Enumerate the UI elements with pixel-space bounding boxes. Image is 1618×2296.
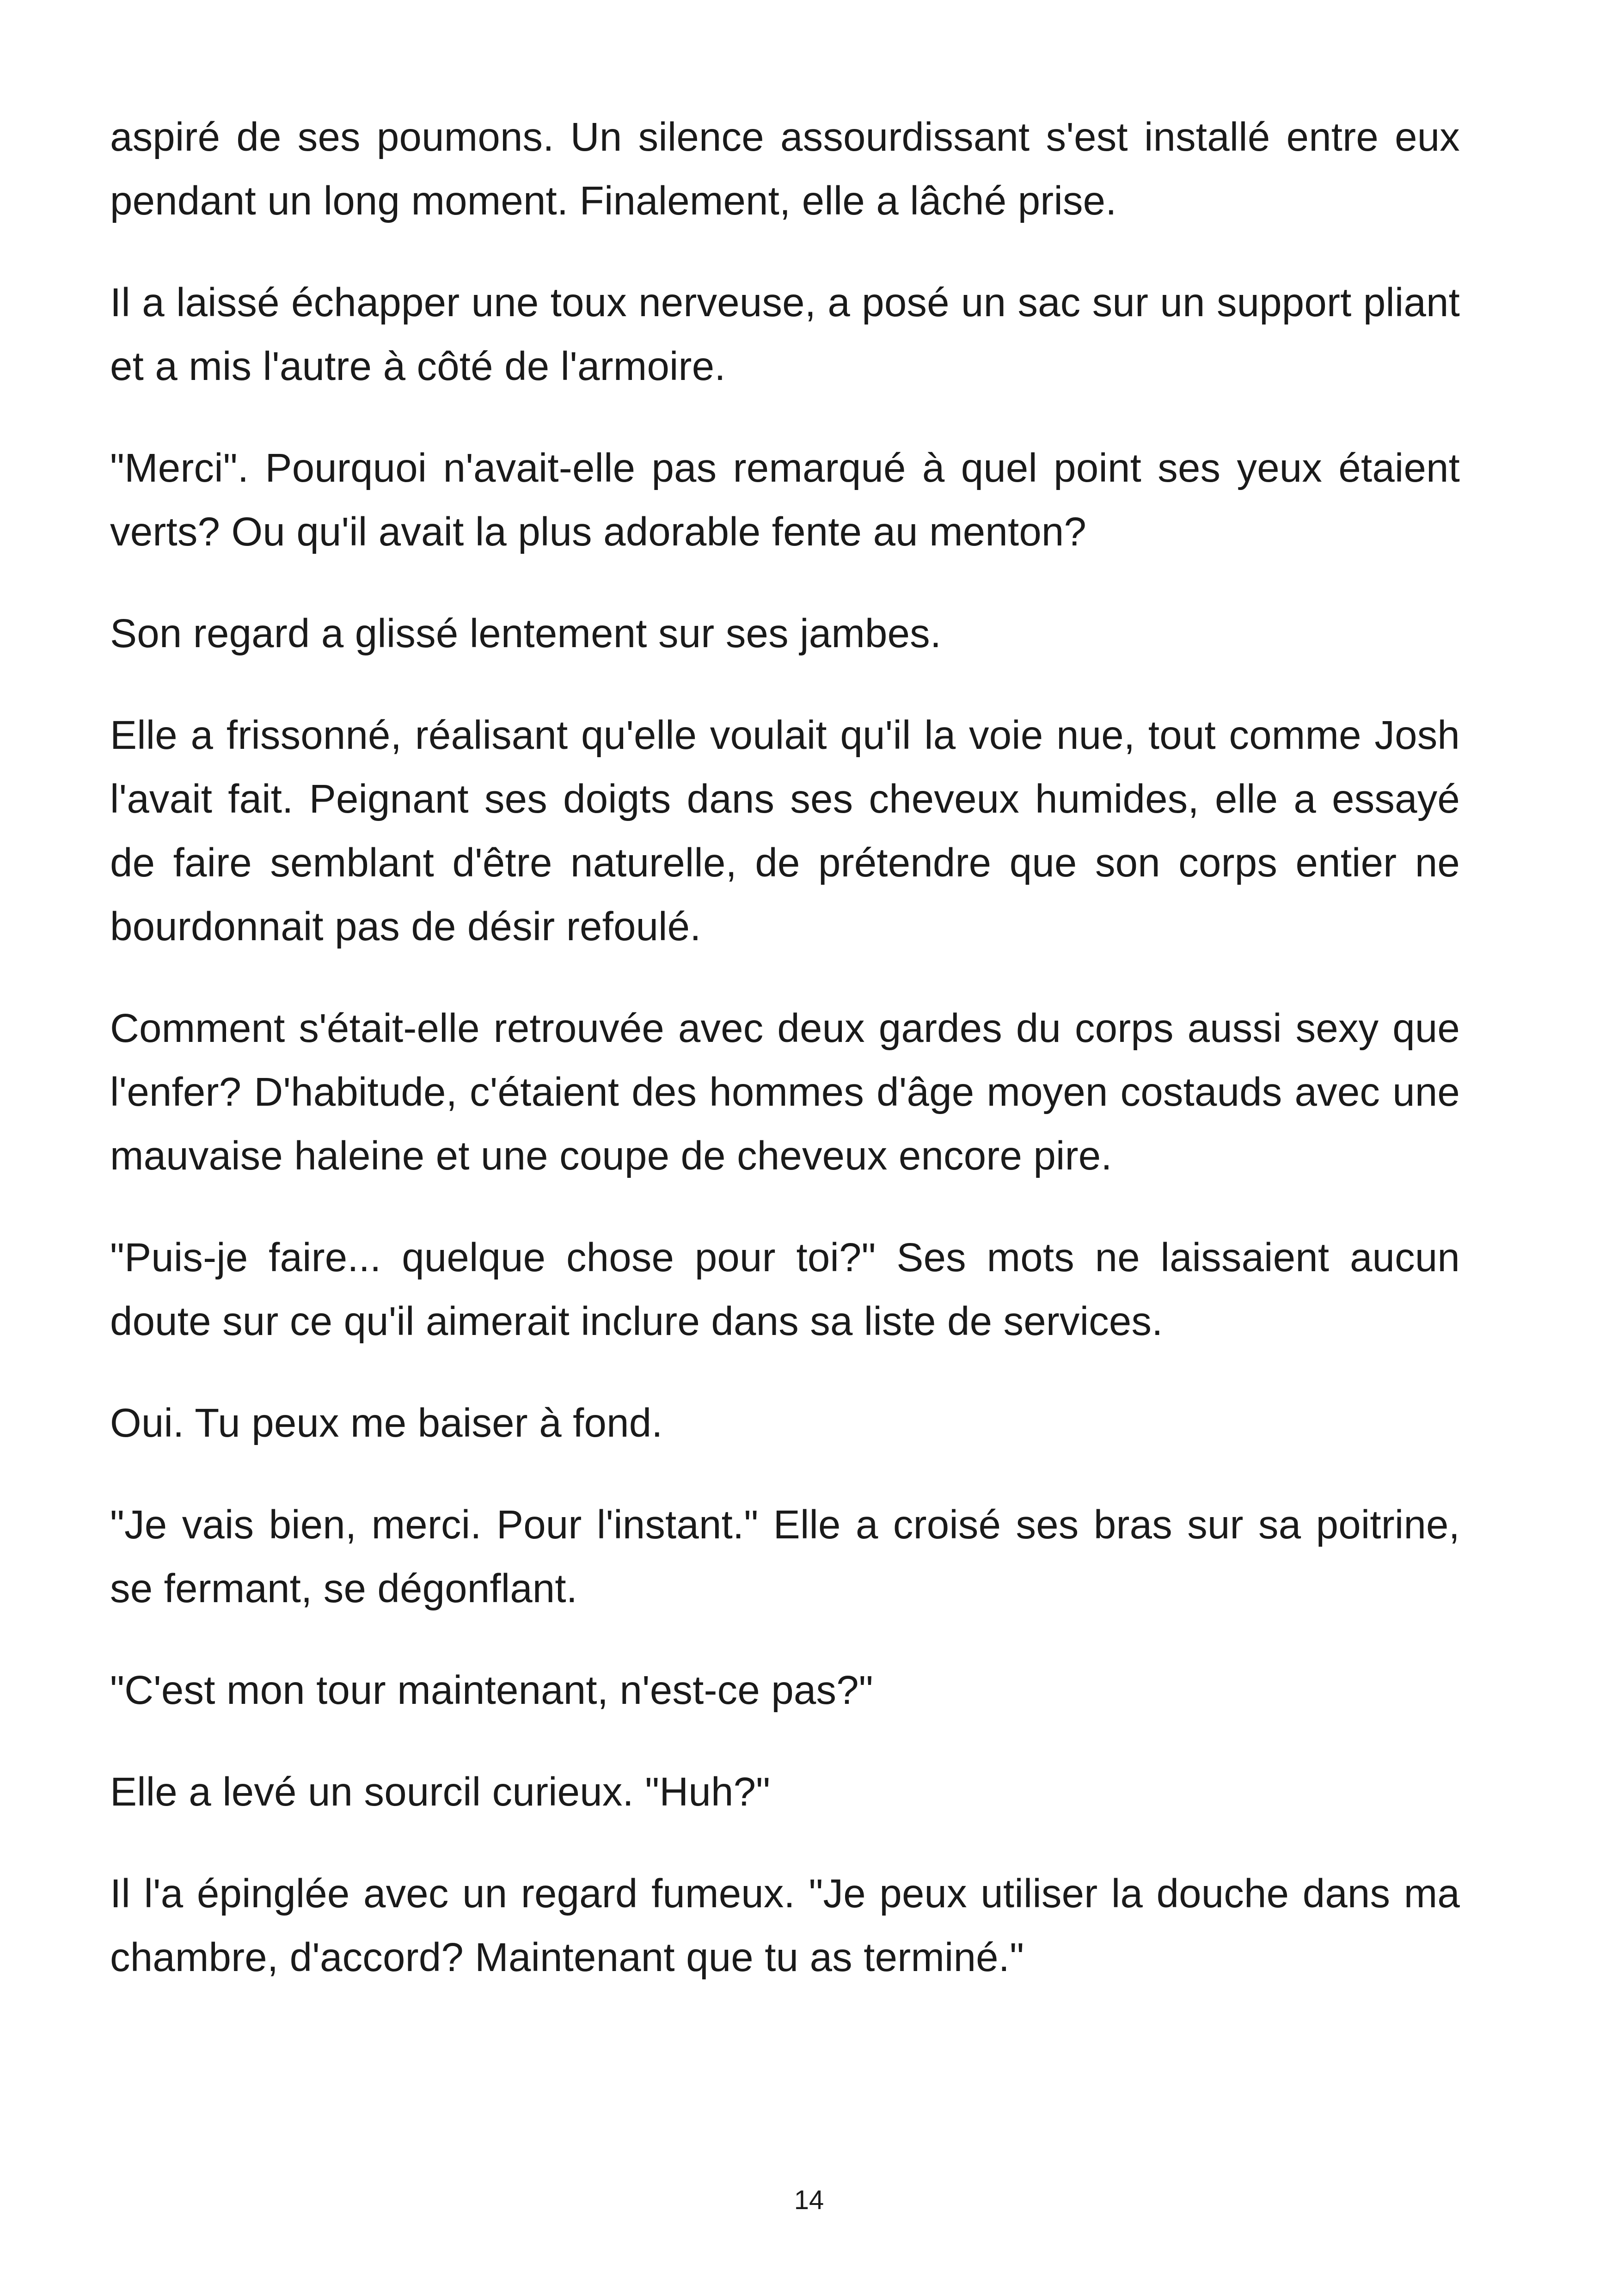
paragraph: "Puis-je faire... quelque chose pour toi?" Ses mots ne laissaient aucun doute sur ce qu'il aimerait inclure dans sa liste de services. — [110, 1235, 1460, 1344]
paragraph: Il a laissé échapper une toux nerveuse, a posé un sac sur un support pliant et a mis l'autre à côté de l'armoire. — [110, 280, 1460, 389]
paragraph: "Merci". Pourquoi n'avait-elle pas remarqué à quel point ses yeux étaient verts? Ou qu'il avait la plus adorable fente au menton? — [110, 446, 1460, 554]
paragraph: "Je vais bien, merci. Pour l'instant." Elle a croisé ses bras sur sa poitrine, se fermant, se dégonflant. — [110, 1502, 1460, 1611]
paragraph: Il l'a épinglée avec un regard fumeux. "Je peux utiliser la douche dans ma chambre, d'accord? Maintenant que tu as terminé." — [110, 1871, 1460, 1980]
paragraph: "C'est mon tour maintenant, n'est-ce pas?" — [110, 1668, 873, 1713]
page-number: 14 — [794, 2185, 824, 2215]
body-text — [110, 105, 1460, 2027]
paragraph: aspiré de ses poumons. Un silence assourdissant s'est installé entre eux pendant un long moment. Finalement, elle a lâché prise. — [110, 115, 1460, 223]
paragraph: Oui. Tu peux me baiser à fond. — [110, 1401, 663, 1445]
paragraph: Elle a frissonné, réalisant qu'elle voulait qu'il la voie nue, tout comme Josh l'avait fait. Peignant ses doigts dans ses cheveux humides, elle a essayé de faire semblant d'être naturelle, de prétendre que son corps entier ne bourdonnait pas de désir refoulé. — [110, 713, 1460, 949]
paragraph: Son regard a glissé lentement sur ses jambes. — [110, 611, 942, 656]
paragraph: Comment s'était-elle retrouvée avec deux gardes du corps aussi sexy que l'enfer? D'habitude, c'étaient des hommes d'âge moyen costauds avec une mauvaise haleine et une coupe de cheveux encore pire. — [110, 1006, 1460, 1178]
paragraph: Elle a levé un sourcil curieux. "Huh?" — [110, 1769, 771, 1814]
